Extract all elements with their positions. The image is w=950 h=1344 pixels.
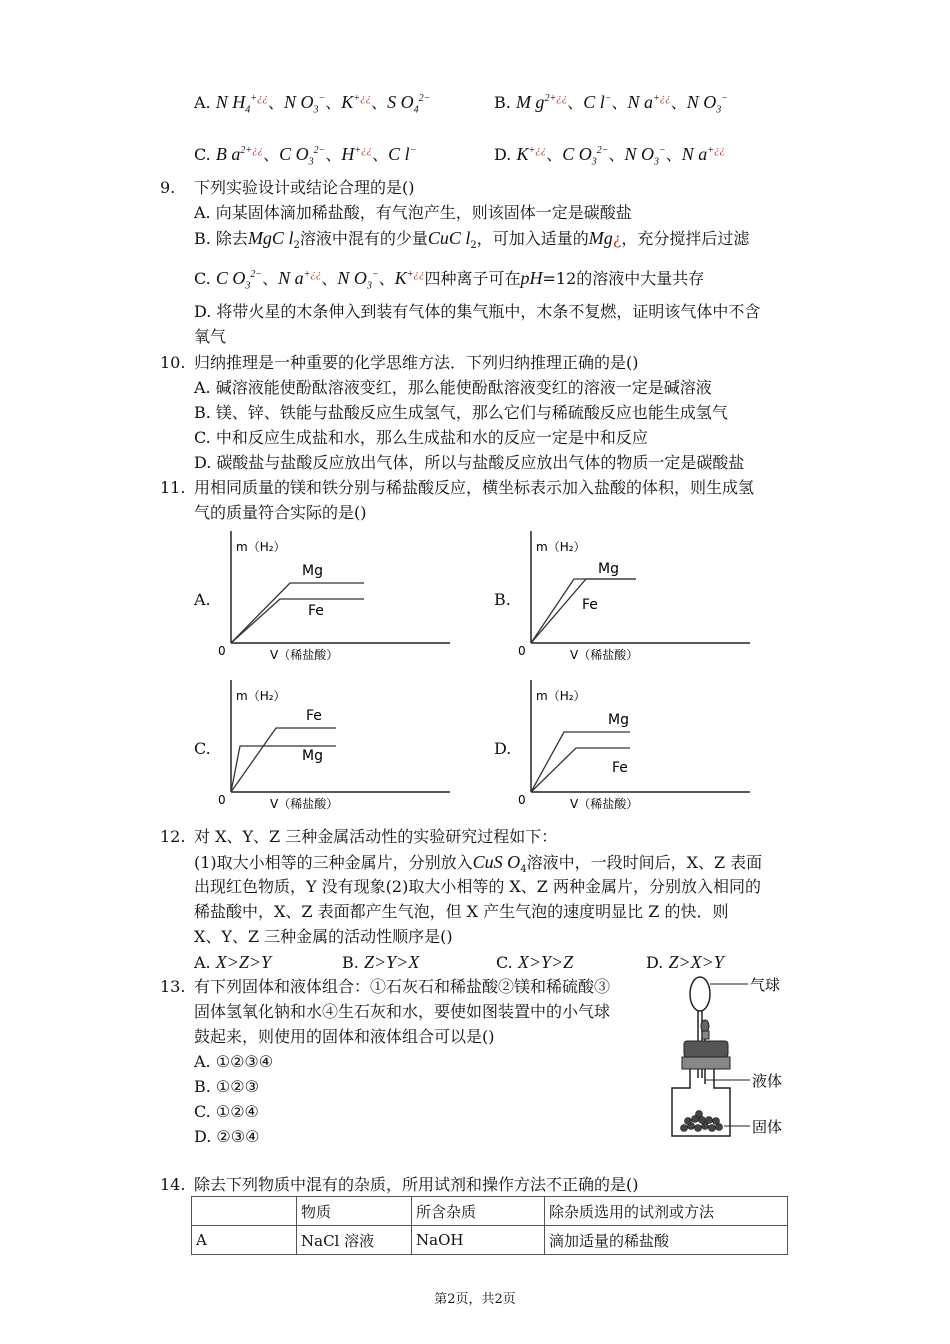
q11-stem-line1: 用相同质量的镁和铁分别与稀盐酸反应，横坐标表示加入盐酸的体积，则生成氢 [194, 478, 755, 497]
q12-line1: (1)取大小相等的三种金属片，分别放入CuS $O_4$溶液中，一段时间后，X、Z 表面 [194, 852, 763, 876]
header-cell: 物质 [297, 1197, 412, 1226]
q13-option-b: B. ①②③ [194, 1077, 259, 1096]
q11-number: 11. [160, 478, 186, 497]
solid-label: 固体 [752, 1118, 783, 1136]
dropper-bulb [701, 1020, 709, 1032]
series-top-label: Mg [598, 561, 619, 577]
q13-apparatus-figure [664, 966, 804, 1146]
q12-option-c: C. X>Y>Z [496, 952, 574, 972]
q12-line4: X、Y、Z 三种金属的活动性顺序是() [194, 927, 453, 946]
q11-graph-d-label: D. [494, 739, 512, 758]
balloon-shape [690, 977, 710, 1011]
x-axis-label: V（稀盐酸） [270, 797, 339, 811]
q13-line3: 鼓起来，则使用的固体和液体组合可以是() [194, 1027, 495, 1046]
q11-graph-a-label: A. [194, 590, 211, 609]
stopper-base [682, 1057, 730, 1069]
series-bottom-label: Fe [308, 603, 324, 619]
q12-line3: 稀盐酸中，X、Z 表面都产生气泡，但 X 产生气泡的速度明显比 Z 的快．则 [194, 902, 729, 921]
liquid-label: 液体 [752, 1072, 783, 1090]
q8-option-b: B. M $g^{2+¿¿}$、C l−、N a+¿¿、N $O_3^-$ [494, 92, 729, 116]
table-row [192, 1226, 788, 1255]
q9-option-d-line2: 氧气 [194, 327, 227, 346]
y-axis-label: m（H₂） [236, 540, 286, 554]
q13-line2: 固体氢氧化钠和水④生石灰和水，要使如图装置中的小气球 [194, 1002, 611, 1021]
q11-graph-c-label: C. [194, 739, 211, 758]
q12-option-b: B. Z>Y>X [342, 952, 420, 972]
table-cell: A [192, 1226, 297, 1255]
table-cell: NaOH [412, 1226, 545, 1255]
stopper [684, 1041, 728, 1057]
q11-graph-c [214, 676, 454, 816]
q10-number: 10. [160, 353, 186, 372]
x-axis-label: V（稀盐酸） [570, 648, 639, 662]
y-axis-label: m（H₂） [536, 540, 586, 554]
q9-option-b: B. 除去MgC $l_2$溶液中混有的少量CuC $l_2$，可加入适量的Mg¿，充分搅拌后过滤 [194, 228, 750, 252]
origin-label: 0 [518, 793, 526, 807]
series-bottom-label: Mg [302, 748, 323, 764]
q8-option-a: A. N $H_4^{+¿¿}$、N $O_3^-$、K+¿¿、S $O_4^{2-}$ [194, 92, 431, 116]
page-footer: 第2页，共2页 [434, 1292, 516, 1307]
q14-stem: 除去下列物质中混有的杂质，所用试剂和操作方法不正确的是() [194, 1175, 639, 1194]
q12-option-d: D. Z>X>Y [646, 952, 724, 972]
table-header-row [192, 1197, 788, 1226]
x-axis-label: V（稀盐酸） [570, 797, 639, 811]
dropper-neck [702, 1031, 709, 1039]
q9-stem: 下列实验设计或结论合理的是() [194, 178, 415, 197]
y-axis-label: m（H₂） [236, 689, 286, 703]
q12-number: 12. [160, 827, 186, 846]
q8-option-c: C. B $a^{2+¿¿}$、C $O_3^{2-}$、H+¿¿、C l− [194, 144, 417, 168]
q13-option-c: C. ①②④ [194, 1102, 259, 1121]
q9-option-c: C. C $O_3^{2-}$、N a+¿¿、N $O_3^-$、K+¿¿四种离子可在pH=12的溶液中大量共存 [194, 268, 705, 292]
q11-graph-b-label: B. [494, 590, 511, 609]
q14-number: 14. [160, 1175, 186, 1194]
table-cell: 滴加适量的稀盐酸 [545, 1226, 788, 1255]
series-top-label: Mg [608, 712, 629, 728]
q9-number: 9. [160, 178, 176, 197]
q12-line2: 出现红色物质，Y 没有现象(2)取大小相等的 X、Z 两种金属片，分别放入相同的 [194, 877, 761, 896]
q10-stem: 归纳推理是一种重要的化学思维方法．下列归纳推理正确的是() [194, 353, 639, 372]
q13-option-d: D. ②③④ [194, 1127, 260, 1146]
header-cell: 除杂质选用的试剂或方法 [545, 1197, 788, 1226]
q10-option-b: B. 镁、锌、铁能与盐酸反应生成氢气，那么它们与稀硫酸反应也能生成氢气 [194, 403, 728, 422]
series-top-label: Fe [306, 708, 322, 724]
series-bottom-label: Fe [612, 760, 628, 776]
q13-line1: 有下列固体和液体组合：①石灰石和稀盐酸②镁和稀硫酸③ [194, 977, 611, 996]
q10-option-a: A. 碱溶液能使酚酞溶液变红，那么能使酚酞溶液变红的溶液一定是碱溶液 [194, 378, 712, 397]
line-mg [231, 583, 364, 643]
origin-label: 0 [218, 644, 226, 658]
q13-number: 13. [160, 977, 186, 996]
q11-graph-b [514, 527, 754, 667]
q14-table [191, 1196, 788, 1255]
table-cell: NaCl 溶液 [297, 1226, 412, 1255]
q12-stem: 对 X、Y、Z 三种金属活动性的实验研究过程如下： [194, 827, 558, 846]
q13-option-a: A. ①②③④ [194, 1052, 274, 1071]
origin-label: 0 [518, 644, 526, 658]
y-axis-label: m（H₂） [536, 689, 586, 703]
origin-label: 0 [218, 793, 226, 807]
line-fe [231, 599, 364, 643]
q11-graph-d [514, 676, 754, 816]
series-top-label: Mg [302, 563, 323, 579]
q9-option-d-line1: D. 将带火星的木条伸入到装有气体的集气瓶中，木条不复燃，证明该气体中不含 [194, 302, 761, 321]
q10-option-c: C. 中和反应生成盐和水，那么生成盐和水的反应一定是中和反应 [194, 428, 648, 447]
solid-pellets [681, 1111, 723, 1132]
q12-option-a: A. X>Z>Y [194, 952, 272, 972]
q11-graph-a [214, 527, 454, 667]
balloon-label: 气球 [750, 976, 781, 994]
x-axis-label: V（稀盐酸） [270, 648, 339, 662]
header-cell: 所含杂质 [412, 1197, 545, 1226]
q9-option-a: A. 向某固体滴加稀盐酸，有气泡产生，则该固体一定是碳酸盐 [194, 203, 632, 222]
q8-option-d: D. K+¿¿、C $O_3^{2-}$、N $O_3^-$、N a+¿¿ [494, 144, 726, 168]
q11-stem-line2: 气的质量符合实际的是() [194, 503, 367, 522]
series-bottom-label: Fe [582, 597, 598, 613]
header-cell [192, 1197, 297, 1226]
q10-option-d: D. 碳酸盐与盐酸反应放出气体，所以与盐酸反应放出气体的物质一定是碳酸盐 [194, 453, 745, 472]
